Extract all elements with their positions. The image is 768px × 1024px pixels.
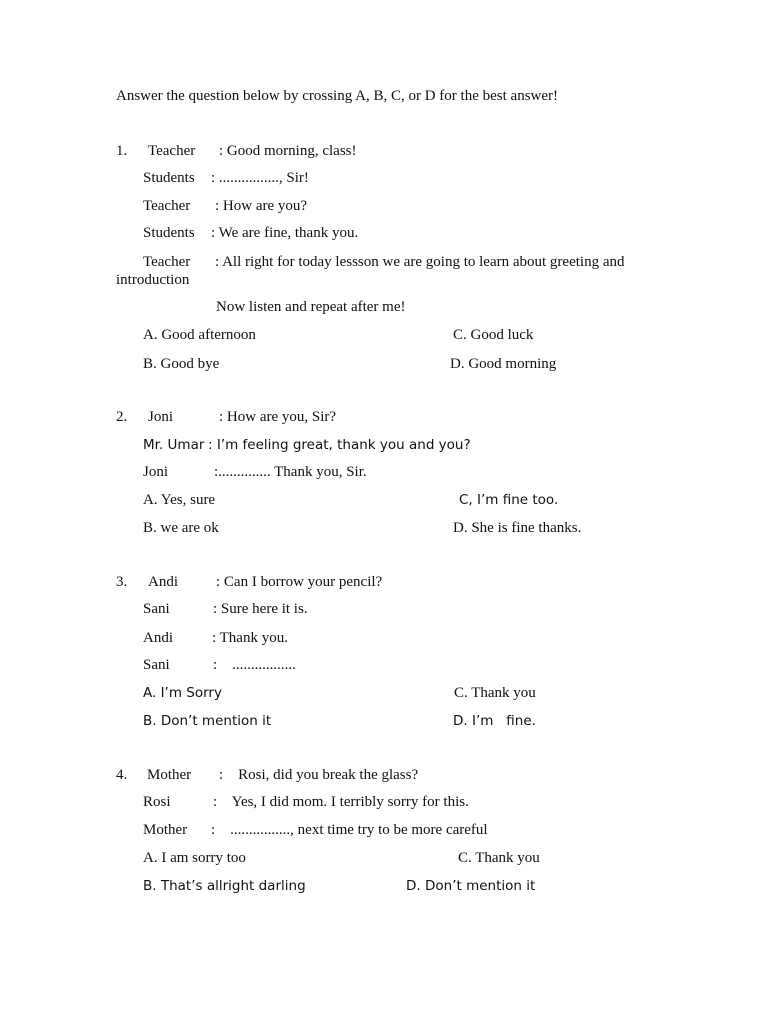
speaker: Mother bbox=[147, 767, 192, 783]
speaker: Sani bbox=[143, 601, 170, 617]
option-c[interactable]: C. Thank you bbox=[454, 685, 536, 701]
dialogue-line: : Good morning, class! bbox=[219, 143, 357, 159]
question-number: 1. bbox=[116, 143, 128, 159]
speaker: Students bbox=[143, 225, 195, 241]
option-b[interactable]: B. we are ok bbox=[143, 520, 219, 536]
speaker: Rosi bbox=[143, 794, 171, 810]
option-a[interactable]: A. Good afternoon bbox=[143, 327, 256, 343]
option-b[interactable]: B. That’s allright darling bbox=[143, 878, 306, 894]
dialogue-line: : ................, next time try to be more careful bbox=[211, 822, 488, 838]
speaker: Mother bbox=[143, 822, 188, 838]
option-c[interactable]: C, I’m fine too. bbox=[459, 492, 559, 508]
speaker: Teacher bbox=[148, 143, 196, 159]
speaker: Andi bbox=[148, 574, 178, 590]
speaker: Students bbox=[143, 170, 195, 186]
dialogue-continuation: introduction bbox=[116, 272, 190, 288]
dialogue-line: : All right for today lessson we are going to learn about greeting and bbox=[215, 254, 625, 270]
question-number: 3. bbox=[116, 574, 128, 590]
dialogue-line: : How are you, Sir? bbox=[219, 409, 337, 425]
dialogue-line: : ................, Sir! bbox=[211, 170, 309, 186]
speaker: Teacher bbox=[143, 254, 191, 270]
speaker: Mr. Umar bbox=[143, 437, 205, 453]
question-number: 4. bbox=[116, 767, 128, 783]
option-b[interactable]: B. Don’t mention it bbox=[143, 713, 272, 729]
option-d[interactable]: D. She is fine thanks. bbox=[453, 520, 582, 536]
dialogue-line: : ................. bbox=[213, 657, 296, 673]
option-a[interactable]: A. I am sorry too bbox=[143, 850, 246, 866]
option-c[interactable]: C. Thank you bbox=[458, 850, 540, 866]
option-c[interactable]: C. Good luck bbox=[453, 327, 534, 343]
instruction-text: Answer the question below by crossing A, B, C, or D for the best answer! bbox=[116, 88, 559, 104]
option-d[interactable]: D. Good morning bbox=[450, 356, 557, 372]
dialogue-line: : How are you? bbox=[215, 198, 308, 214]
dialogue-line: :.............. Thank you, Sir. bbox=[214, 464, 367, 480]
option-a[interactable]: A. Yes, sure bbox=[143, 492, 216, 508]
option-d[interactable]: D. Don’t mention it bbox=[406, 878, 536, 894]
dialogue-line: : We are fine, thank you. bbox=[211, 225, 359, 241]
dialogue-line: : Can I borrow your pencil? bbox=[216, 574, 383, 590]
dialogue-line: : Thank you. bbox=[212, 630, 288, 646]
option-b[interactable]: B. Good bye bbox=[143, 356, 220, 372]
speaker: Joni bbox=[143, 464, 169, 480]
option-d[interactable]: D. I’m fine. bbox=[453, 713, 536, 729]
dialogue-extra-line: Now listen and repeat after me! bbox=[216, 299, 406, 315]
speaker: Joni bbox=[148, 409, 174, 425]
dialogue-line: : Yes, I did mom. I terribly sorry for this. bbox=[213, 794, 469, 810]
speaker: Sani bbox=[143, 657, 170, 673]
speaker: Andi bbox=[143, 630, 173, 646]
dialogue-line: : I’m feeling great, thank you and you? bbox=[208, 437, 471, 453]
dialogue-line: : Sure here it is. bbox=[213, 601, 308, 617]
option-a[interactable]: A. I’m Sorry bbox=[143, 685, 222, 701]
question-number: 2. bbox=[116, 409, 128, 425]
dialogue-line: : Rosi, did you break the glass? bbox=[219, 767, 419, 783]
speaker: Teacher bbox=[143, 198, 191, 214]
